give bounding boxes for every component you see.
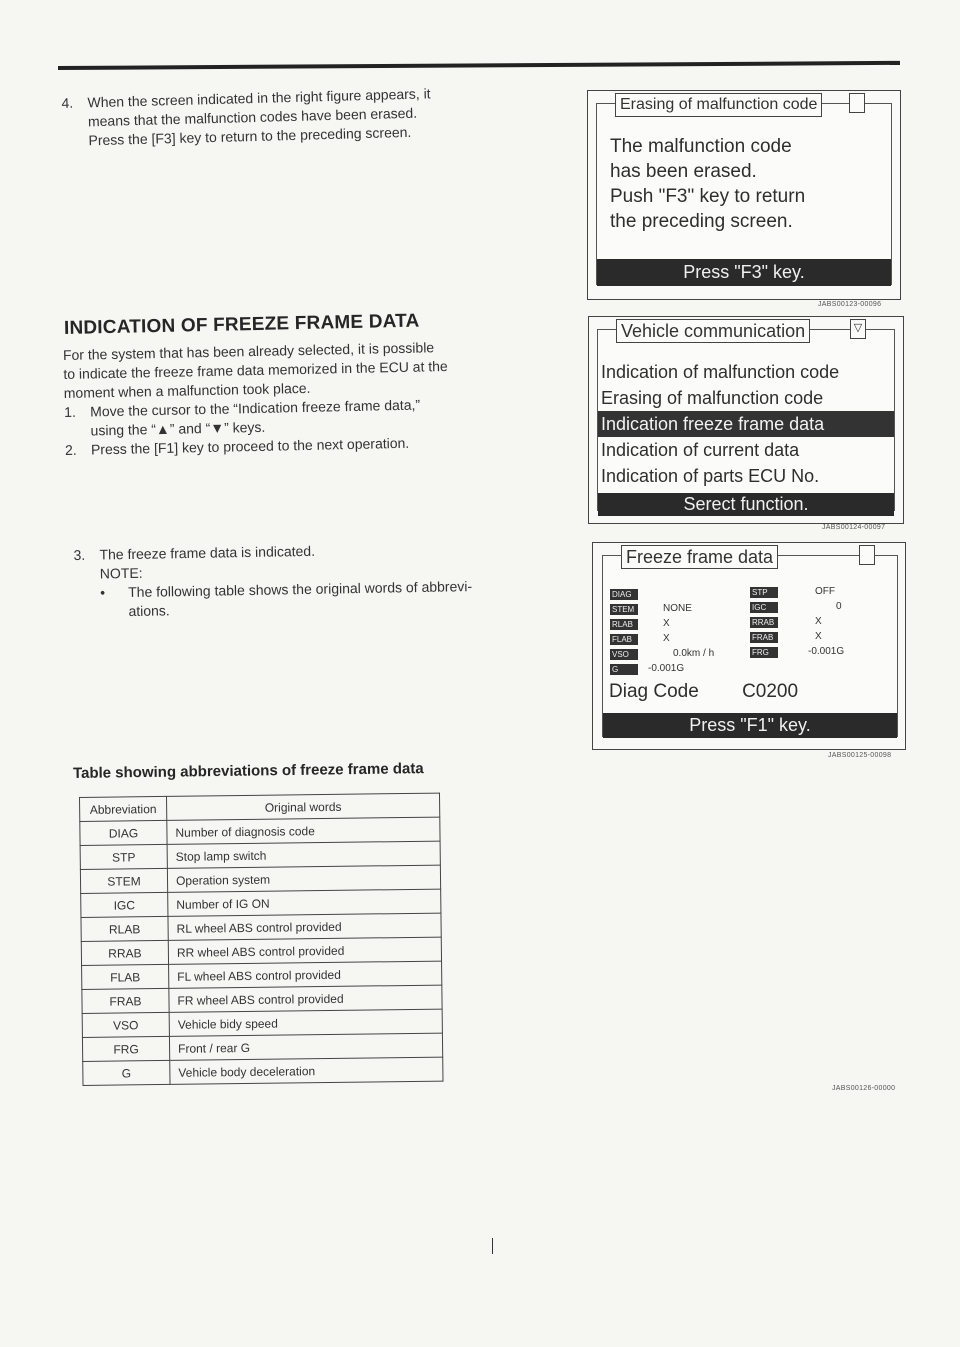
- value-stp: OFF: [815, 586, 835, 597]
- section-heading: INDICATION OF FREEZE FRAME DATA: [63, 310, 420, 339]
- vehicle-communication-screen: [588, 316, 904, 524]
- screen-inner: [596, 96, 892, 285]
- screen-message-line: has been erased.: [610, 161, 757, 182]
- step1-number: 1.: [64, 403, 77, 420]
- words-cell: RR wheel ABS control provided: [168, 937, 441, 964]
- menu-item-malfunction-code[interactable]: Indication of malfunction code: [601, 362, 840, 382]
- abbr-cell: STP: [80, 844, 167, 869]
- value-vso: 0.0km / h: [673, 648, 715, 659]
- words-cell: Vehicle body deceleration: [170, 1057, 443, 1084]
- words-cell: FR wheel ABS control provided: [169, 985, 442, 1012]
- abbr-cell: DIAG: [80, 820, 167, 845]
- table-header-original-words: Original words: [166, 793, 439, 820]
- words-cell: FL wheel ABS control provided: [169, 961, 442, 988]
- screen-message-line: Push "F3" key to return: [610, 186, 806, 207]
- screen-inner: [597, 321, 895, 514]
- words-cell: Number of diagnosis code: [167, 817, 440, 844]
- abbr-cell: VSO: [82, 1012, 169, 1037]
- table-title: Table showing abbreviations of freeze frame data: [72, 760, 424, 782]
- code-rlab: RLAB: [610, 619, 638, 630]
- abbr-cell: G: [83, 1060, 170, 1085]
- table-header-abbreviation: Abbreviation: [80, 796, 167, 821]
- note-line: ations.: [128, 602, 170, 620]
- screen-inner: [602, 547, 898, 737]
- step3-line: The freeze frame data is indicated.: [99, 542, 316, 563]
- bullet-icon: •: [100, 584, 106, 601]
- words-cell: Number of IG ON: [168, 889, 441, 916]
- screen-tab-title: Vehicle communication: [616, 319, 810, 343]
- abbr-cell: RLAB: [81, 916, 168, 941]
- intro-line: moment when a malfunction took place.: [63, 379, 311, 402]
- select-function-bar: Serect function.: [598, 493, 894, 516]
- code-stem: STEM: [610, 604, 638, 615]
- intro-line: to indicate the freeze frame data memorized in the ECU at the: [63, 357, 448, 383]
- figure-caption: JABS00124-00097: [822, 524, 886, 531]
- menu-item-current-data[interactable]: Indication of current data: [601, 440, 800, 460]
- words-cell: Stop lamp switch: [167, 841, 440, 868]
- screen-tab-title: Freeze frame data: [621, 545, 778, 569]
- screen-message-line: the preceding screen.: [610, 211, 793, 232]
- step3-block: [73, 539, 472, 622]
- code-rrab: RRAB: [750, 617, 778, 628]
- table-row: [83, 1057, 443, 1085]
- step4-block: [61, 84, 432, 151]
- step4-number: 4.: [61, 94, 74, 112]
- words-cell: Operation system: [167, 865, 440, 892]
- abbr-cell: IGC: [81, 892, 168, 917]
- menu-item-freeze-frame[interactable]: Indication freeze frame data: [598, 411, 894, 437]
- code-frab: FRAB: [750, 632, 778, 643]
- intro-line: For the system that has been already selected, it is possible: [62, 339, 435, 364]
- scroll-down-icon[interactable]: ▽: [850, 319, 866, 339]
- value-g: -0.001G: [648, 663, 685, 674]
- scroll-box-icon: [849, 93, 865, 113]
- diag-code-value: C0200: [742, 681, 799, 702]
- value-stem: NONE: [663, 603, 692, 614]
- screen-message: [610, 134, 805, 234]
- diag-code-label: Diag Code: [609, 681, 699, 702]
- code-diag: DIAG: [610, 589, 638, 600]
- section-body: [63, 338, 450, 460]
- screen-tab-title: Erasing of malfunction code: [615, 93, 822, 117]
- top-rule: [58, 61, 900, 70]
- step4-line: means that the malfunction codes have been erased.: [87, 104, 418, 130]
- note-label: NOTE:: [99, 564, 143, 582]
- screen-message-line: The malfunction code: [610, 136, 792, 157]
- note-line: The following table shows the original words of abbrevi-: [128, 578, 473, 601]
- press-f1-bar[interactable]: Press "F1" key.: [603, 713, 897, 738]
- value-igc: 0: [836, 601, 842, 612]
- value-rlab: X: [663, 618, 670, 629]
- abbreviation-table: [79, 793, 444, 1086]
- abbr-cell: RRAB: [81, 940, 168, 965]
- value-frg: -0.001G: [808, 646, 845, 657]
- code-vso: VSO: [610, 649, 638, 660]
- words-cell: Vehicle bidy speed: [169, 1009, 442, 1036]
- code-igc: IGC: [750, 602, 778, 613]
- figure-caption: JABS00125-00098: [828, 752, 892, 759]
- code-stp: STP: [750, 587, 778, 598]
- step2-line: Press the [F1] key to proceed to the next operation.: [90, 434, 410, 458]
- press-f3-bar[interactable]: Press "F3" key.: [597, 259, 891, 286]
- code-g: G: [610, 664, 638, 675]
- abbr-cell: FLAB: [82, 964, 169, 989]
- figure-caption: JABS00123-00096: [818, 301, 882, 308]
- menu-item-erase-code[interactable]: Erasing of malfunction code: [601, 388, 824, 408]
- value-frab: X: [815, 631, 822, 642]
- menu-item-parts-ecu[interactable]: Indication of parts ECU No.: [601, 466, 820, 486]
- words-cell: RL wheel ABS control provided: [168, 913, 441, 940]
- value-flab: X: [663, 633, 670, 644]
- abbr-cell: FRG: [82, 1036, 169, 1061]
- step4-line: When the screen indicated in the right figure appears, it: [87, 85, 431, 111]
- code-flab: FLAB: [610, 634, 638, 645]
- step3-number: 3.: [73, 546, 86, 564]
- figure-caption: JABS00126-00000: [832, 1085, 896, 1092]
- function-menu: [598, 359, 894, 489]
- freeze-frame-screen: [592, 542, 906, 750]
- words-cell: Front / rear G: [169, 1033, 442, 1060]
- scroll-box-icon: [859, 545, 875, 565]
- page-marker: [492, 1238, 493, 1254]
- step1-line: Move the cursor to the “Indication freeze frame data,”: [90, 396, 421, 420]
- code-frg: FRG: [750, 647, 778, 658]
- step1-line: using the “▲” and “▼” keys.: [90, 418, 266, 439]
- step4-line: Press the [F3] key to return to the preceding screen.: [88, 123, 412, 149]
- value-rrab: X: [815, 616, 822, 627]
- abbr-cell: STEM: [80, 868, 167, 893]
- abbr-cell: FRAB: [82, 988, 169, 1013]
- step2-number: 2.: [64, 441, 77, 458]
- erase-confirm-screen: [587, 90, 901, 300]
- diag-code-row: [609, 681, 798, 703]
